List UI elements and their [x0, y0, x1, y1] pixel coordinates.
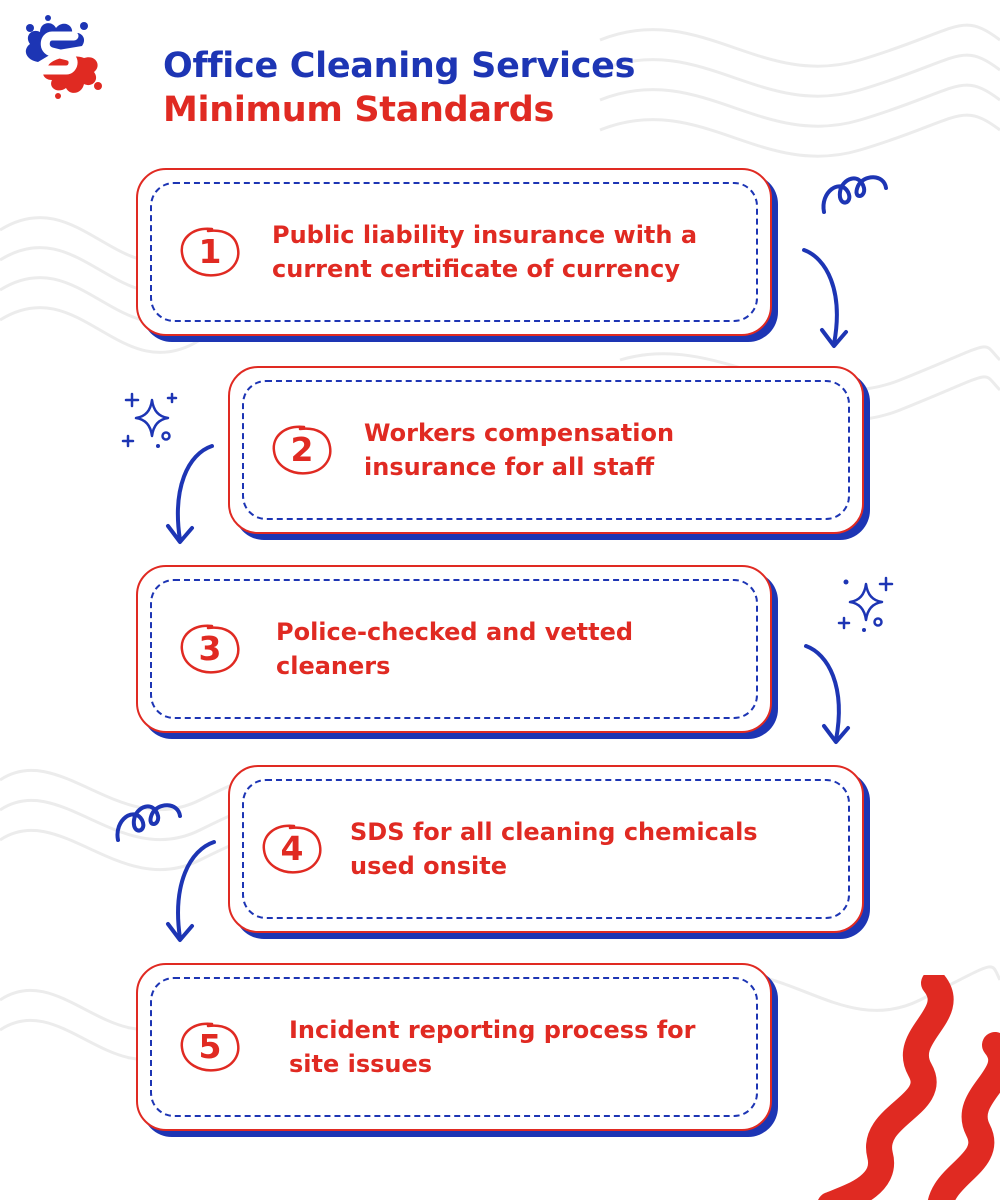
curved-arrow-icon — [798, 640, 858, 750]
step-number-badge — [260, 822, 324, 876]
curved-arrow-icon — [796, 244, 856, 356]
step-number: 3 — [198, 629, 222, 668]
standard-card-2 — [228, 366, 864, 534]
standard-card-1 — [136, 168, 772, 336]
title-line-2: Minimum Standards — [163, 90, 554, 130]
standard-card-5 — [136, 963, 772, 1131]
step-number: 2 — [290, 430, 314, 469]
card-face — [228, 366, 864, 534]
red-wave-icon — [720, 975, 1000, 1200]
standard-text: Police-checked and vetted cleaners — [276, 618, 634, 680]
step-number: 1 — [198, 232, 222, 271]
step-number: 5 — [198, 1027, 222, 1066]
card-face — [136, 565, 772, 733]
step-number: 4 — [280, 829, 304, 868]
standard-card-3 — [136, 565, 772, 733]
step-number-badge — [178, 1020, 242, 1074]
splash-s-logo-icon — [18, 14, 104, 100]
step-number-badge — [178, 225, 242, 279]
standard-text: SDS for all cleaning chemicals used onsite — [350, 818, 758, 880]
card-face — [136, 168, 772, 336]
standard-text: Public liability insurance with a current certificate of currency — [272, 221, 698, 283]
page-title — [163, 44, 635, 132]
squiggle-loop-icon — [818, 168, 894, 220]
curved-arrow-icon — [160, 440, 220, 550]
step-number-badge — [270, 423, 334, 477]
sparkle-icon — [834, 572, 896, 636]
card-face — [136, 963, 772, 1131]
curved-arrow-icon — [160, 836, 220, 948]
standard-text: Workers compensation insurance for all staff — [364, 419, 675, 481]
standard-text: Incident reporting process for site issues — [289, 1016, 696, 1078]
standard-card-4 — [228, 765, 864, 933]
card-face — [228, 765, 864, 933]
title-line-1: Office Cleaning Services — [163, 46, 636, 86]
step-number-badge — [178, 622, 242, 676]
